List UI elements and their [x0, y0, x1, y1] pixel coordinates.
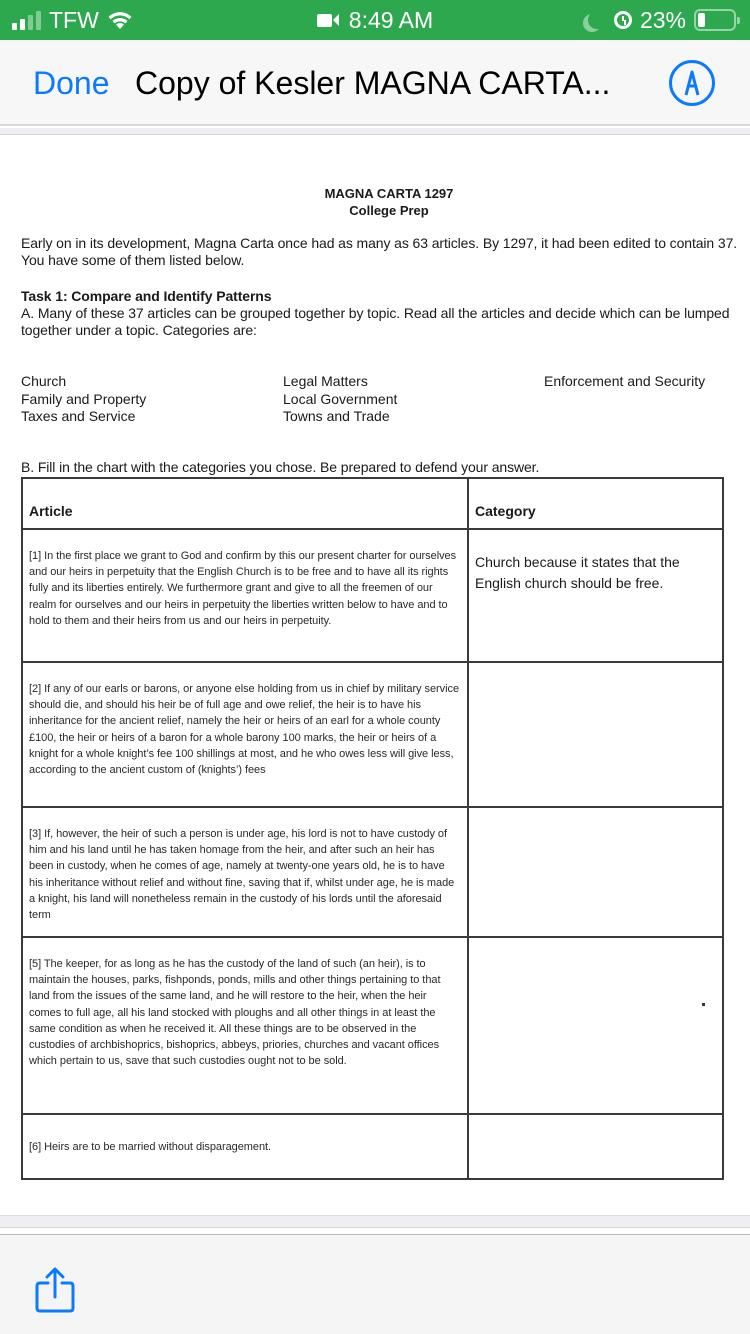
task-title: Task 1: Compare and Identify Patterns	[21, 288, 272, 304]
category-cell[interactable]	[468, 937, 723, 1114]
header-article: Article	[22, 478, 468, 529]
task-b-text: B. Fill in the chart with the categories you chose. Be prepared to defend your answer.	[21, 459, 540, 475]
table-row	[22, 662, 723, 807]
header-category: Category	[468, 478, 723, 529]
markup-pen-icon	[672, 63, 712, 103]
category-label: Church	[21, 373, 67, 389]
article-cell: [3] If, however, the heir of such a person is under age, his lord is not to have custody of him and his land until he has taken homage from the heir, and after such an heir has been in custody, when he comes of age, namely at twenty-one years old, he is to have his inheritance without relief and without fine, saving that if, whilst under age, he is made a knight, his land will nonetheless remain in the custody of his lords until the aforesaid term	[22, 807, 468, 937]
category-label: Family and Property	[21, 390, 147, 407]
article-cell: [5] The keeper, for as long as he has the custody of the land of such (an heir), is to maintain the houses, parks, fishponds, ponds, mills and other things pertaining to that land from the issues of the same land, and he will restore to the heir, when the heir comes to full age, all his land stocked with ploughs and all other things in at least the same condition as when he received it. All these things are to be observed in the custodies of archbishoprics, bishoprics, abbeys, priories, churches and vacant offices which pertain to us, save that such custodies ought not to be sold.	[22, 937, 468, 1114]
page-separator-top	[0, 128, 750, 135]
category-label: Enforcement and Security	[544, 373, 706, 389]
document-page[interactable]	[0, 135, 750, 1215]
table-row	[22, 807, 723, 937]
table-row	[22, 1114, 723, 1179]
status-right	[582, 0, 736, 40]
categories-col-3	[544, 373, 705, 391]
article-cell: [1] In the first place we grant to God and confirm by this our present charter for ourselves and our heirs in perpetuity that the English Church is to be free and to have all its rights fully and its liberties entirely. We furthermore grant and give to all the freemen of our realm for ourselves and our heirs in perpetuity the liberties written below to have and to hold to them and their heirs from us and our heirs in perpetuity.	[22, 529, 468, 662]
battery-icon	[694, 9, 736, 31]
category-cell[interactable]	[468, 807, 723, 937]
clock: 8:49 AM	[348, 6, 434, 33]
document-subheading: College Prep	[349, 203, 429, 218]
task-a-text: A. Many of these 37 articles can be grouped together by topic. Read all the articles and decide which can be lumped together under a topic. Categories are:	[21, 305, 730, 338]
carrier-label: TFW	[49, 6, 99, 33]
article-cell: [6] Heirs are to be married without disparagement.	[22, 1114, 468, 1179]
document-title: Copy of Kesler MAGNA CARTA...	[135, 65, 611, 101]
category-cell[interactable]	[468, 662, 723, 807]
categories-col-1	[21, 373, 146, 426]
page-separator-bottom	[0, 1215, 750, 1228]
category-label: Towns and Trade	[283, 408, 390, 424]
category-cell[interactable]: Church because it states that the English church should be free.	[468, 529, 723, 662]
share-button[interactable]	[35, 1267, 75, 1313]
done-button[interactable]: Done	[33, 65, 110, 101]
nav-bar	[0, 40, 750, 126]
intro-paragraph: Early on in its development, Magna Carta once had as many as 63 articles. By 1297, it had been edited to contain 37. You have some of them listed below.	[21, 235, 738, 268]
status-bar	[0, 0, 750, 40]
stray-mark	[702, 1003, 705, 1006]
articles-table	[21, 477, 724, 1180]
categories-col-2	[283, 373, 397, 426]
battery-percent: 23%	[639, 6, 686, 33]
category-label: Taxes and Service	[21, 408, 136, 424]
category-label: Local Government	[283, 390, 398, 407]
table-row	[22, 937, 723, 1114]
alarm-icon	[614, 11, 632, 29]
article-cell: [2] If any of our earls or barons, or anyone else holding from us in chief by military service should die, and should his heir be of full age and owe relief, the heir is to have his inheritance for the ancient relief, namely the heir or heirs of an earl for a whole county £100, the heir or heirs of a baron for a whole barony 100 marks, the heir or heirs of a knight for a whole knight’s fee 100 shillings at most, and he who owes less will give less, according to the ancient custom of (knights’) fees	[22, 662, 468, 807]
category-cell[interactable]	[468, 1114, 723, 1179]
document-heading: MAGNA CARTA 1297	[324, 186, 454, 201]
bottom-toolbar	[0, 1234, 750, 1334]
category-label: Legal Matters	[283, 373, 368, 389]
screen-record-icon	[317, 14, 339, 27]
markup-button[interactable]	[669, 60, 715, 106]
table-header-row	[22, 478, 723, 529]
table-row	[22, 529, 723, 662]
share-icon	[35, 1267, 75, 1313]
moon-icon	[588, 11, 606, 29]
